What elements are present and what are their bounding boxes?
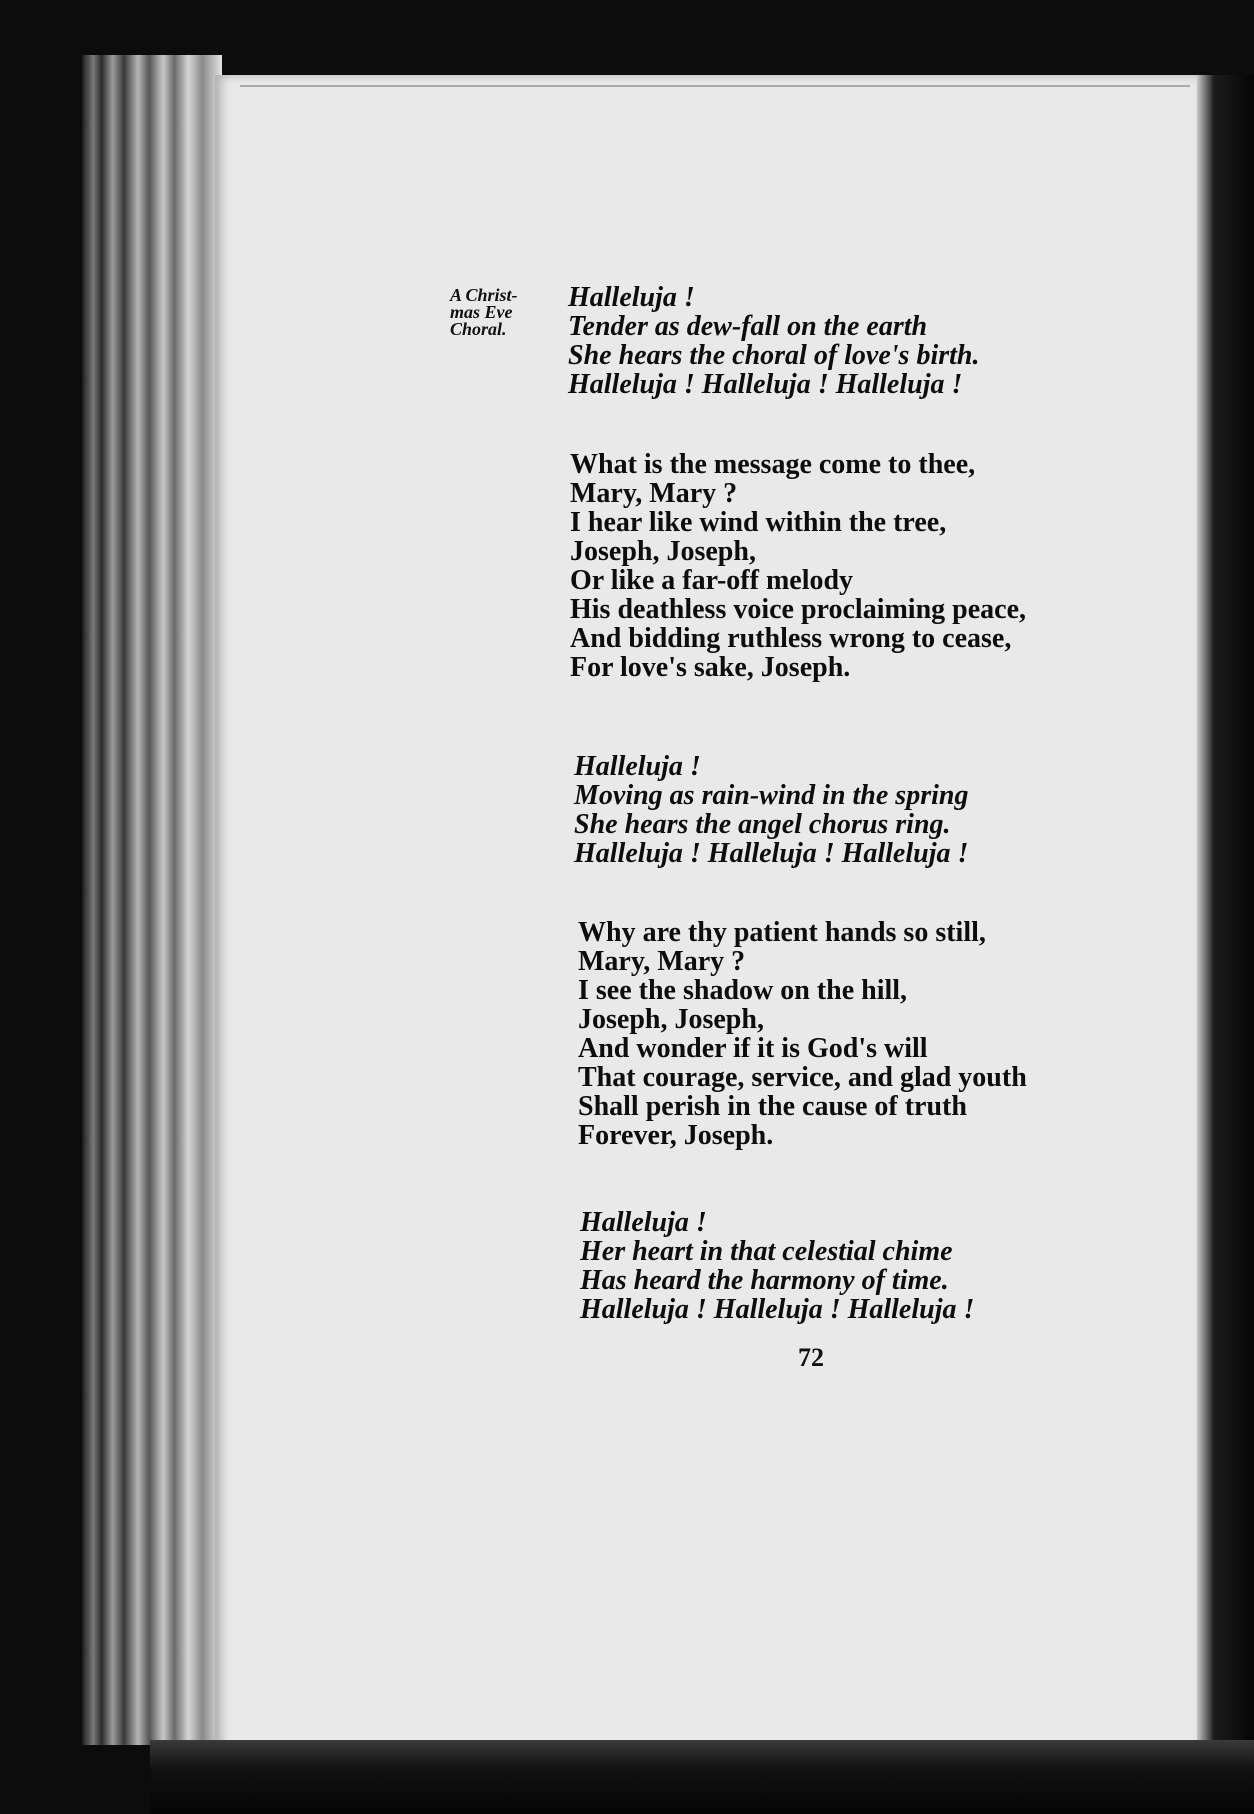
poem-line: Halleluja ! [568,282,695,313]
poem-line: Shall perish in the cause of truth [578,1091,967,1122]
marginal-note-line: A Christ- [450,285,518,305]
poem-line: What is the message come to thee, [570,449,976,480]
poem-line: His deathless voice proclaiming peace, [570,594,1026,625]
poem-line: Mary, Mary ? [570,478,738,509]
facing-page-edge [1197,75,1254,1775]
poem-line: Her heart in that celestial chime [580,1236,953,1267]
marginal-note-line: mas Eve [450,302,513,322]
stanza-verse-2 [578,918,1027,1150]
poem-line: Halleluja ! [580,1207,707,1238]
poem-line: Mary, Mary ? [578,946,746,977]
stanza-chorus-1 [568,283,979,399]
poem-line: Has heard the harmony of time. [580,1265,949,1296]
poem-line: And wonder if it is God's will [578,1033,928,1064]
page-number: 72 [798,1343,824,1372]
poem-line: Moving as rain-wind in the spring [574,780,969,811]
poem-line: She hears the angel chorus ring. [574,809,951,840]
poem-line: For love's sake, Joseph. [570,652,851,683]
stanza-chorus-3 [580,1208,974,1324]
poem-line: Joseph, Joseph, [570,536,756,567]
poem-line: Halleluja ! [574,751,701,782]
poem-line: She hears the choral of love's birth. [568,340,980,371]
poem-line: I hear like wind within the tree, [570,507,947,538]
poem-line: Halleluja ! Halleluja ! Halleluja ! [580,1294,975,1325]
poem-line: Halleluja ! Halleluja ! Halleluja ! [574,838,969,869]
poem-line: That courage, service, and glad youth [578,1062,1027,1093]
poem-line: Or like a far-off melody [570,565,854,596]
poem-line: Halleluja ! Halleluja ! Halleluja ! [568,369,963,400]
book-page-edges [82,55,222,1745]
poem-line: I see the shadow on the hill, [578,975,908,1006]
poem-line: Forever, Joseph. [578,1120,774,1151]
poem-line: Tender as dew-fall on the earth [568,311,928,342]
poem-line: Why are thy patient hands so still, [578,917,986,948]
stanza-chorus-2 [574,752,968,868]
poem-line: Joseph, Joseph, [578,1004,764,1035]
marginal-note [450,287,545,338]
top-rule [240,85,1190,87]
marginal-note-line: Choral. [450,319,507,339]
book-bottom-edge [150,1740,1254,1814]
poem-line: And bidding ruthless wrong to cease, [570,623,1012,654]
stanza-verse-1 [570,450,1026,682]
